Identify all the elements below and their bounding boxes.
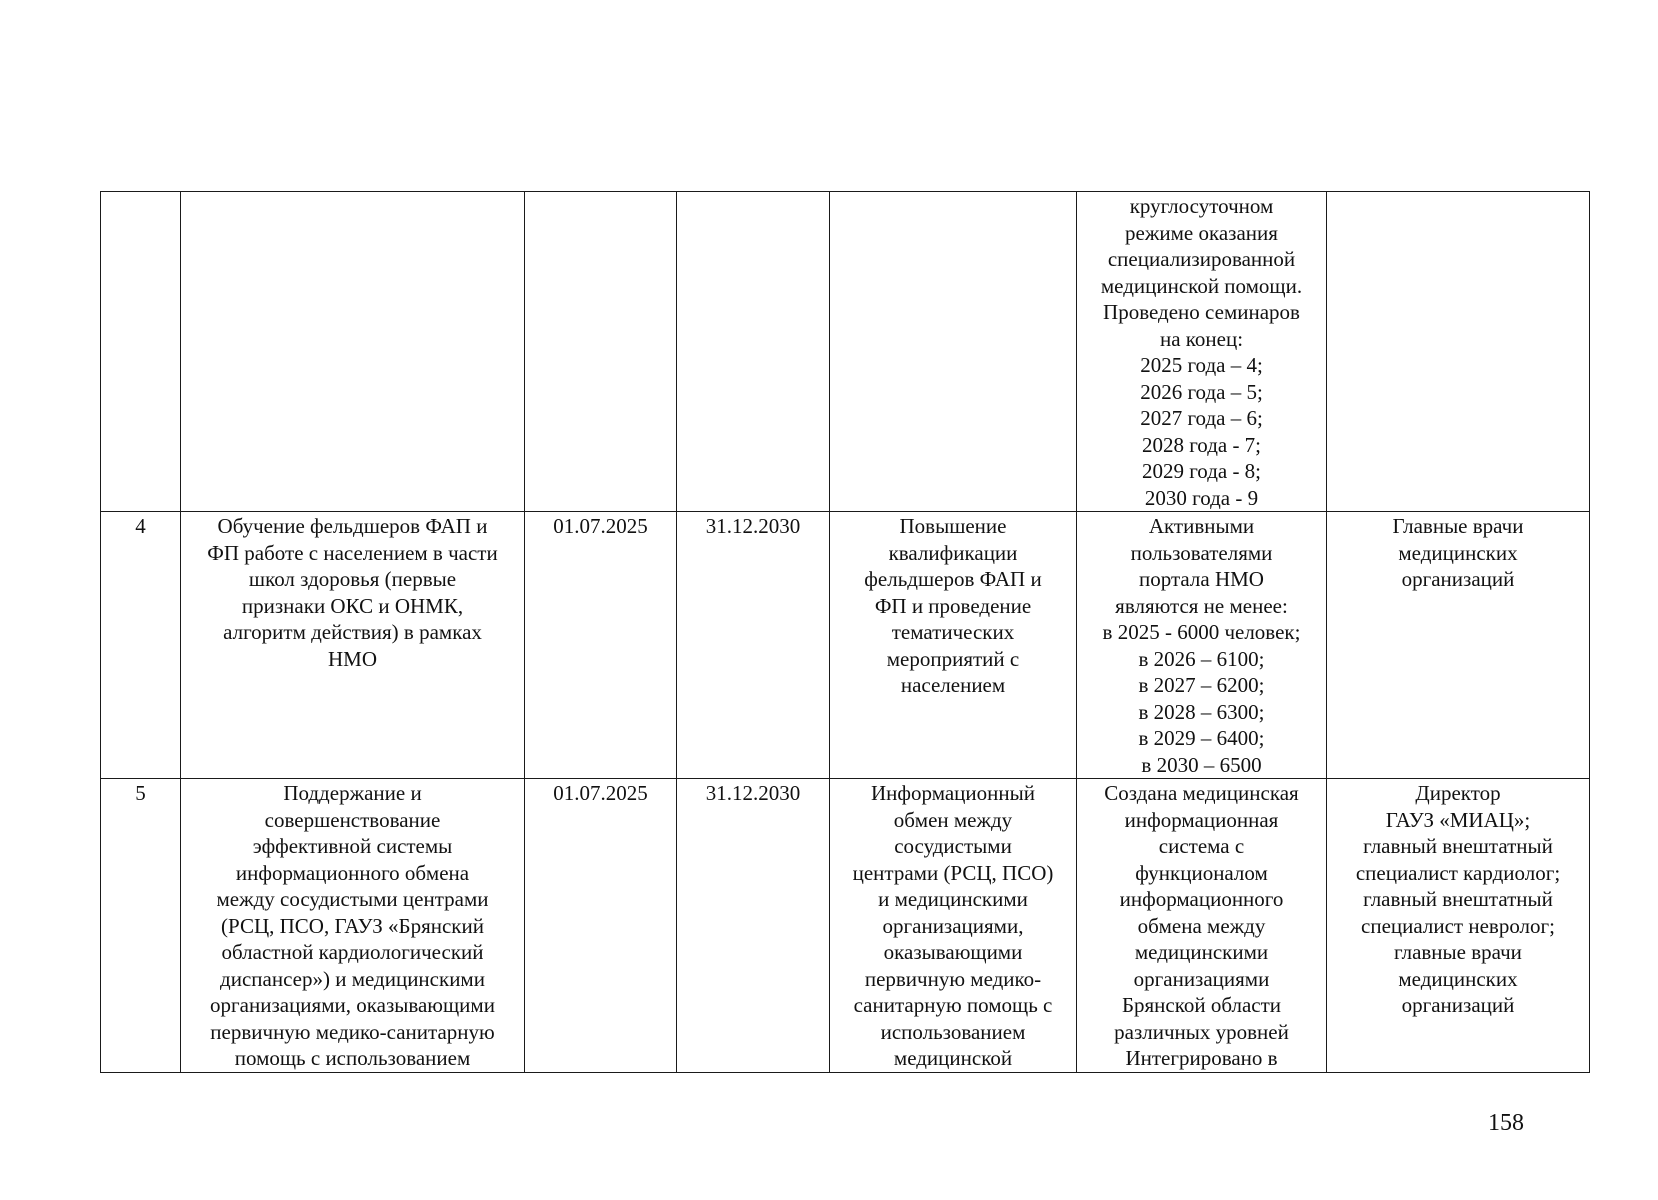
cell-text-line: в 2028 – 6300; (1138, 699, 1265, 724)
cell-text-line: ГАУЗ «МИАЦ»; (1385, 807, 1531, 832)
cell-text-line: Проведено семинаров (1103, 300, 1300, 324)
indicator-cell (1077, 779, 1327, 1073)
end-date-cell: 31.12.2030 (677, 512, 830, 779)
cell-text-line: обмен между (893, 807, 1013, 832)
cell-text-line: являются не менее: (1115, 593, 1288, 618)
cell-text-line: специалист невролог; (1361, 913, 1555, 938)
cell-text-line: 2028 года - 7; (1141, 432, 1262, 457)
cell-text-line: система с (1158, 834, 1245, 858)
cell-text-line: совершенствование (264, 807, 441, 832)
cell-text-line: школ здоровья (первые (248, 567, 457, 591)
cell-text-line: специалист кардиолог; (1355, 860, 1561, 885)
cell-text-line: признаки ОКС и ОНМК, (241, 593, 464, 618)
cell-text-line: обмена между (1137, 913, 1266, 938)
cell-text-line: главные врачи (1394, 940, 1522, 964)
cell-text-line: населением (900, 673, 1006, 697)
cell-text-line: специализированной (1107, 247, 1296, 271)
cell-text-line: медицинской помощи. (1100, 273, 1303, 298)
cell-text-line: первичную медико-санитарную (210, 1019, 495, 1044)
cell-text-line: Информационный (871, 781, 1035, 805)
cell-text-line: информационного обмена (235, 860, 470, 885)
page-number: 158 (1488, 1110, 1524, 1136)
cell-text-line: Интегрировано в (1125, 1046, 1278, 1070)
table-row (101, 779, 1590, 1073)
table-row (101, 192, 1590, 512)
cell-text-line: тематических (891, 620, 1015, 644)
end-date-cell (677, 192, 830, 512)
cell-text-line: в 2027 – 6200; (1138, 673, 1265, 697)
cell-text-line: функционалом (1135, 860, 1268, 885)
cell-text-line: медицинской (893, 1046, 1013, 1070)
start-date-cell: 01.07.2025 (525, 779, 677, 1073)
cell-text-line: использованием (880, 1019, 1026, 1044)
cell-text-line: медицинских (1398, 540, 1518, 565)
cell-text-line: Создана медицинская (1104, 781, 1299, 805)
cell-text-line: центрами (РСЦ, ПСО) (852, 860, 1054, 885)
responsible-cell (1327, 512, 1590, 779)
cell-text-line: круглосуточном (1129, 194, 1274, 218)
cell-text-line: режиме оказания (1125, 220, 1278, 245)
cell-text-line: в 2026 – 6100; (1138, 646, 1265, 671)
cell-text-line: алгоритм действия) в рамках (223, 620, 482, 644)
cell-text-line: Главные врачи (1392, 514, 1524, 538)
cell-text-line: на конец: (1159, 326, 1244, 351)
cell-text-line: областной кардиологический (221, 940, 484, 964)
cell-text-line: первичную медико- (864, 966, 1042, 991)
cell-text-line: организаций (1401, 993, 1515, 1017)
cell-text-line: организациями, оказывающими (210, 993, 495, 1017)
responsible-cell (1327, 192, 1590, 512)
indicator-cell (1077, 192, 1327, 512)
cell-text-line: диспансер») и медицинскими (220, 966, 485, 991)
cell-text-line: ФП работе с населением в части (207, 540, 498, 565)
event-cell (181, 512, 525, 779)
cell-text-line: мероприятий с (886, 646, 1020, 671)
result-cell (830, 779, 1077, 1073)
end-date-cell: 31.12.2030 (677, 779, 830, 1073)
cell-text-line: портала НМО (1139, 567, 1264, 591)
cell-text-line: Обучение фельдшеров ФАП и (217, 514, 488, 538)
cell-text-line: в 2029 – 6400; (1138, 726, 1265, 750)
cell-text-line: главный внештатный (1363, 834, 1553, 858)
start-date-cell (525, 192, 677, 512)
cell-text-line: оказывающими (883, 940, 1023, 964)
cell-text-line: медицинскими (1134, 940, 1269, 964)
cell-text-line: 2029 года - 8; (1141, 459, 1262, 483)
event-cell (181, 779, 525, 1073)
cell-text-line: Активными (1148, 514, 1255, 538)
cell-text-line: 2030 года - 9 (1144, 485, 1259, 510)
cell-text-line: санитарную помощь с (853, 993, 1053, 1017)
table-body (101, 192, 1590, 1073)
cell-text-line: Поддержание и (283, 781, 422, 805)
table-row (101, 512, 1590, 779)
cell-text-line: в 2030 – 6500 (1141, 752, 1262, 777)
plan-table (100, 191, 1590, 1073)
cell-text-line: Директор (1415, 781, 1501, 805)
row-number-cell: 4 (101, 512, 181, 779)
cell-text-line: (РСЦ, ПСО, ГАУЗ «Брянский (221, 913, 484, 938)
result-cell (830, 512, 1077, 779)
cell-text-line: квалификации (888, 540, 1018, 565)
cell-text-line: Повышение (899, 514, 1007, 538)
cell-text-line: организациями, (882, 913, 1024, 938)
responsible-cell (1327, 779, 1590, 1073)
cell-text-line: информационного (1119, 887, 1284, 911)
cell-text-line: помощь с использованием (234, 1046, 471, 1070)
cell-text-line: 2025 года – 4; (1140, 353, 1263, 377)
cell-text-line: 2026 года – 5; (1140, 379, 1263, 404)
cell-text-line: пользователями (1130, 540, 1273, 565)
event-cell (181, 192, 525, 512)
cell-text-line: 2027 года – 6; (1140, 406, 1263, 430)
cell-text-line: главный внештатный (1363, 887, 1553, 911)
cell-text-line: организациями (1133, 966, 1270, 991)
cell-text-line: сосудистыми (894, 834, 1012, 858)
cell-text-line: эффективной системы (252, 834, 453, 858)
indicator-cell (1077, 512, 1327, 779)
cell-text-line: организаций (1401, 567, 1515, 591)
cell-text-line: между сосудистыми центрами (216, 887, 489, 911)
cell-text-line: Брянской области (1121, 993, 1282, 1017)
cell-text-line: медицинских (1398, 966, 1518, 991)
cell-text-line: фельдшеров ФАП и (864, 567, 1042, 591)
row-number-cell: 5 (101, 779, 181, 1073)
cell-text-line: в 2025 - 6000 человек; (1102, 620, 1301, 644)
result-cell (830, 192, 1077, 512)
cell-text-line: информационная (1124, 807, 1279, 832)
start-date-cell: 01.07.2025 (525, 512, 677, 779)
cell-text-line: ФП и проведение (874, 593, 1032, 618)
cell-text-line: НМО (327, 646, 377, 671)
row-number-cell (101, 192, 181, 512)
cell-text-line: и медицинскими (878, 887, 1028, 911)
cell-text-line: различных уровней (1114, 1019, 1289, 1044)
